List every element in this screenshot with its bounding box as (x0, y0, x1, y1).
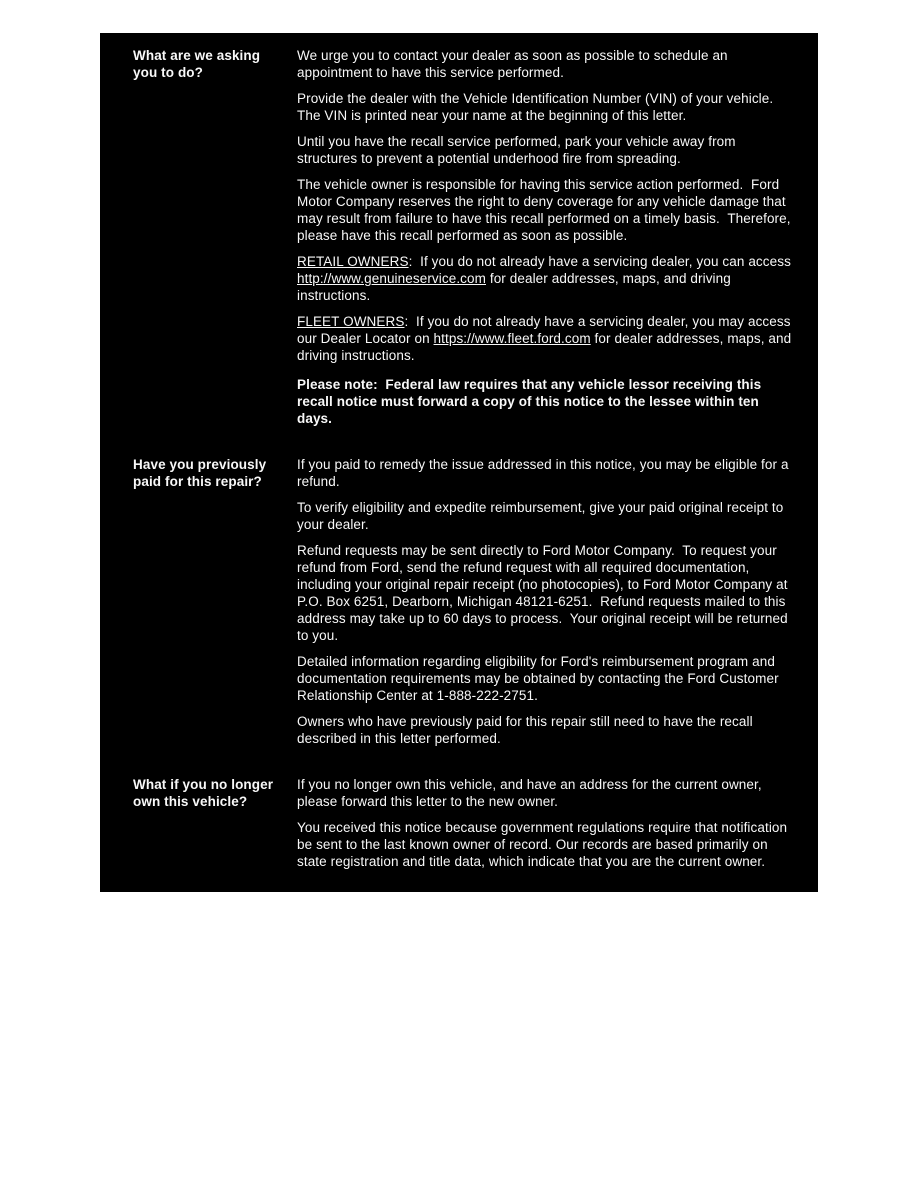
paragraph (297, 542, 794, 644)
text-run: Please note: Federal law requires that any vehicle lessor receiving this recall notice must forward a copy of this notice to the lessee within ten days. (297, 377, 766, 426)
text-run: To verify eligibility and expedite reimbursement, give your paid original receipt to your dealer. (297, 500, 788, 532)
text-run: You received this notice because government regulations require that notification be sent to the last known owner of record. Our records are based primarily on state registration and title data, which indicate that you are the current owner. (297, 820, 792, 869)
text-run: If you no longer own this vehicle, and have an address for the current owner, please forward this letter to the new owner. (297, 777, 766, 809)
paragraph (297, 376, 794, 427)
url-link[interactable]: http://www.genuineservice.com (297, 271, 486, 286)
text-run: Detailed information regarding eligibility for Ford's reimbursement program and documentation requirements may be obtained by contacting the Ford Customer Relationship Center at 1-888-222-2751. (297, 654, 783, 703)
paragraph (297, 819, 794, 870)
url-link[interactable]: https://www.fleet.ford.com (433, 331, 591, 346)
recall-letter-panel (100, 33, 818, 892)
paragraph (297, 499, 794, 533)
paragraph (297, 653, 794, 704)
text-run: We urge you to contact your dealer as soon as possible to schedule an appointment to have this service performed. (297, 48, 732, 80)
underlined-term: RETAIL OWNERS (297, 254, 409, 269)
text-run: If you paid to remedy the issue addressed in this notice, you may be eligible for a refund. (297, 457, 793, 489)
text-run: The vehicle owner is responsible for having this service action performed. Ford Motor Company reserves the right to deny coverage for any vehicle damage that may result from failure to have this recall performed on a timely basis. Therefore, please have this recall performed as soon as possible. (297, 177, 795, 243)
text-run: for dealer addresses, maps, and driving instructions. (297, 271, 735, 303)
paragraph (297, 313, 794, 364)
text-run: for dealer addresses, maps, and driving instructions. (297, 331, 796, 363)
text-run: Owners who have previously paid for this repair still need to have the recall described in this letter performed. (297, 714, 757, 746)
section-label: Have you previously paid for this repair? (133, 457, 267, 489)
text-run: Refund requests may be sent directly to Ford Motor Company. To request your refund from Ford, send the refund request with all required documentation, including your original repair receipt (no photocopies), to Ford Motor Company at P.O. Box 6251, Dearborn, Michigan 48121-6251. Refund requests mailed to this address may take up to 60 days to process. Your original receipt will be returned to you. (297, 543, 792, 643)
paragraph (297, 47, 794, 81)
paragraph (297, 456, 794, 490)
text-run: : If you do not already have a servicing dealer, you can access (408, 254, 795, 269)
paragraph (297, 90, 794, 124)
section-content (297, 47, 794, 436)
paragraph (297, 713, 794, 747)
paragraph (297, 776, 794, 810)
section-content (297, 456, 794, 756)
text-run: Until you have the recall service performed, park your vehicle away from structures to prevent a potential underhood fire from spreading. (297, 134, 740, 166)
paragraph (297, 176, 794, 244)
text-run: Provide the dealer with the Vehicle Identification Number (VIN) of your vehicle. The VIN is printed near your name at the beginning of this letter. (297, 91, 781, 123)
paragraph (297, 253, 794, 304)
paragraph (297, 133, 794, 167)
section-row (133, 47, 794, 436)
section-row (133, 776, 794, 879)
section-label: What are we asking you to do? (133, 48, 261, 80)
text-run: : If you do not already have a servicing dealer, you may access our Dealer Locator on (297, 314, 795, 346)
underlined-term: FLEET OWNERS (297, 314, 405, 329)
section-label: What if you no longer own this vehicle? (133, 777, 274, 809)
section-row (133, 456, 794, 756)
section-content (297, 776, 794, 879)
